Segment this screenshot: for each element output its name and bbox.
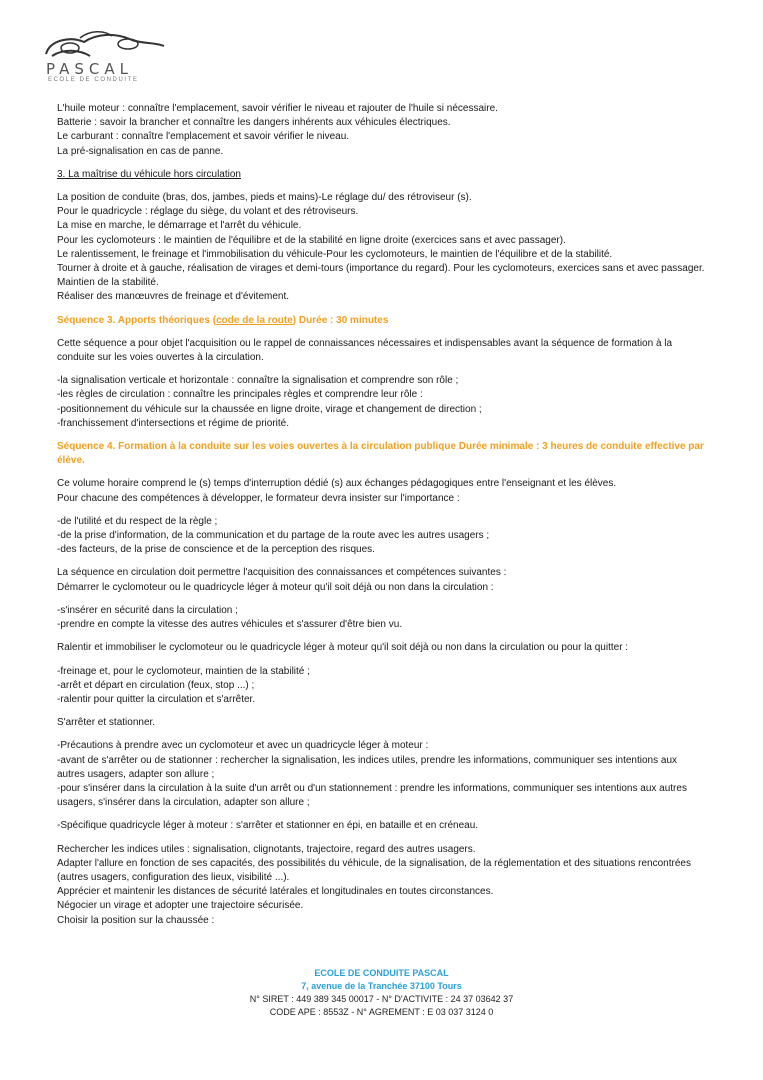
paragraph: Ce volume horaire comprend le (s) temps d'interruption dédié (s) aux échanges pédagogiques entre l'enseignant et les élèves. Pour chacune des compétences à développer, le formateur devra insister sur l'importance : xyxy=(57,478,617,504)
footer-address: 7, avenue de la Tranchée 37100 Tours xyxy=(301,981,462,991)
logo-name: PASCAL xyxy=(46,60,133,78)
paragraph: -la signalisation verticale et horizontale : connaître la signalisation et comprendre son rôle ; -les règles de circulation : connaître les principales règles et comprendre leur rôle : -positionnement du véhicule sur la chaussée en ligne droite, virage et changement de direction ; -franchissement d'intersections et régime de priorité. xyxy=(57,375,482,429)
section-heading-3: 3. La maîtrise du véhicule hors circulation xyxy=(57,168,241,180)
paragraph: -freinage et, pour le cyclomoteur, maintien de la stabilité ; -arrêt et départ en circulation (feux, stop ...) ; -ralentir pour quitter la circulation et s'arrêter. xyxy=(57,665,310,705)
paragraph: La séquence en circulation doit permettre l'acquisition des connaissances et compétences suivantes : Démarrer le cyclomoteur ou le quadricycle léger à moteur qu'il soit déjà ou non dans la circulation : xyxy=(57,567,507,593)
paragraph: Cette séquence a pour objet l'acquisition ou le rappel de connaissances nécessaires et indispensables avant la séquence de formation à la conduite sur les voies ouvertes à la circulation. xyxy=(57,337,673,364)
paragraph: L'huile moteur : connaître l'emplacement, savoir vérifier le niveau et rajouter de l'huile si nécessaire. Batterie : savoir la brancher et connaître les dangers inhérents aux véhicules électriques. Le carburant : connaître l'emplacement et savoir vérifier le niveau. La pré-signalisation en cas de panne. xyxy=(57,103,498,157)
document-body xyxy=(57,102,707,937)
sequence-3-title-start: Séquence 3. Apports théoriques ( xyxy=(57,314,217,326)
sequence-3-title-end: ) Durée : 30 minutes xyxy=(292,314,389,326)
motorcycle-logo-icon xyxy=(40,26,170,62)
paragraph: La position de conduite (bras, dos, jambes, pieds et mains)-Le réglage du/ des rétroviseur (s). Pour le quadricycle : réglage du siège, du volant et des rétroviseurs. La mise en marche, le démarrage et l'arrêt du véhicule. Pour les cyclomoteurs : le maintien de l'équilibre et de la stabilité en ligne droite (exercices sans et avec passager). Le ralentissement, le freinage et l'immobilisation du véhicule-Pour les cyclomoteurs, le maintien de l'équilibre et de la stabilité. Tourner à droite et à gauche, réalisation de virages et demi-tours (importance du regard). Pour les cyclomoteurs, exercices sans et avec passager. Maintien de la stabilité. Réaliser des manœuvres de freinage et d'évitement. xyxy=(57,192,705,303)
school-logo xyxy=(40,26,170,84)
sequence-4-heading: Séquence 4. Formation à la conduite sur les voies ouvertes à la circulation publique Durée minimale : 3 heures de conduite effective par élève. xyxy=(57,441,704,467)
paragraph: -Précautions à prendre avec un cyclomoteur et avec un quadricycle léger à moteur : -avant de s'arrêter ou de stationner : rechercher la signalisation, les indices utiles, prendre les informations, communiquer ses intentions aux autres usagers, adapter son allure ; -pour s'insérer dans la circulation à la suite d'un arrêt ou d'un stationnement : prendre les informations, communiquer ses intentions aux autres usagers, s'insérer dans la circulation, adapter son allure ; xyxy=(57,740,687,809)
logo-subtitle: ECOLE DE CONDUITE xyxy=(48,77,139,83)
footer-ape: CODE APE : 8553Z - N° AGREMENT : E 03 037 3124 0 xyxy=(269,1007,494,1017)
footer-school-name: ECOLE DE CONDUITE PASCAL xyxy=(314,968,449,978)
footer-siret: N° SIRET : 449 389 345 00017 - N° D'ACTIVITE : 24 37 03642 37 xyxy=(249,994,514,1004)
paragraph: -s'insérer en sécurité dans la circulation ; -prendre en compte la vitesse des autres véhicules et s'assurer d'être bien vu. xyxy=(57,604,403,631)
page-footer xyxy=(0,967,763,1019)
paragraph: Rechercher les indices utiles : signalisation, clignotants, trajectoire, regard des autres usagers. Adapter l'allure en fonction de ses capacités, des possibilités du véhicule, de la signalisation, de la réglementation et des situations rencontrées (autres usagers, configuration des lieux, visibilité ...). Apprécier et maintenir les distances de sécurité latérales et longitudinales en toutes circonstances. Négocier un virage et adopter une trajectoire sécurisée. Choisir la position sur la chaussée : xyxy=(57,843,691,926)
paragraph: Ralentir et immobiliser le cyclomoteur ou le quadricycle léger à moteur qu'il soit déjà ou non dans la circulation ou pour la quitter : xyxy=(57,642,629,654)
paragraph: S'arrêter et stationner. xyxy=(57,717,156,729)
sequence-3-heading xyxy=(57,314,707,328)
code-de-la-route-link[interactable]: code de la route xyxy=(216,314,293,326)
paragraph: -Spécifique quadricycle léger à moteur : s'arrêter et stationner en épi, en bataille et en créneau. xyxy=(57,820,479,832)
paragraph: -de l'utilité et du respect de la règle ; -de la prise d'information, de la communication et du partage de la route avec les autres usagers ; -des facteurs, de la prise de conscience et de la perception des risques. xyxy=(57,515,490,556)
